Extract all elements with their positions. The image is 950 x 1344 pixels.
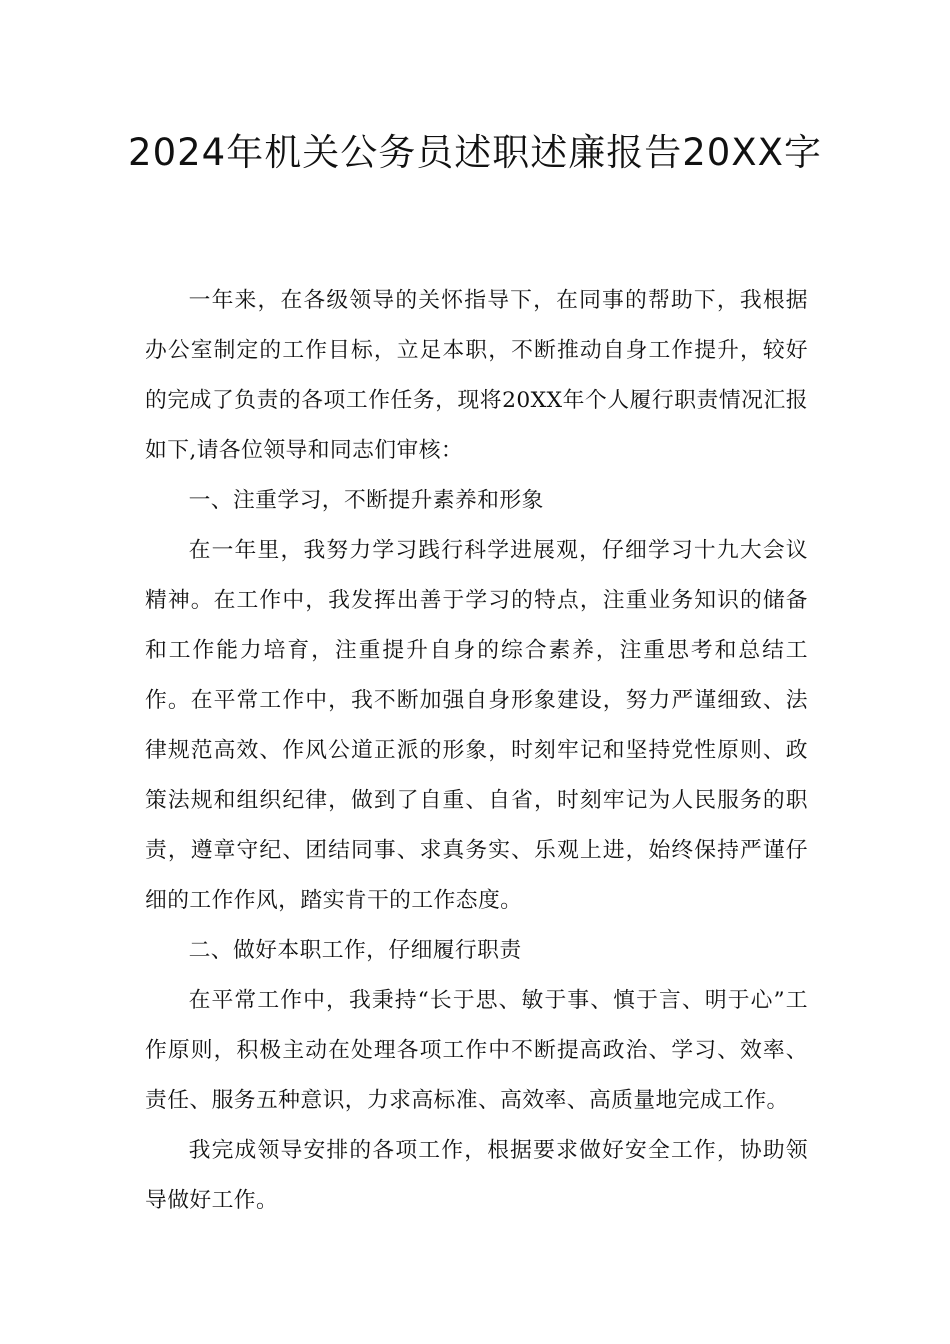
- section-heading-2: 二、做好本职工作，仔细履行职责: [188, 938, 522, 963]
- paragraph-tasks: 我完成领导安排的各项工作，根据要求做好安全工作，协助领导做好工作。: [145, 1138, 808, 1213]
- paragraph-work-principles: 在平常工作中，我秉持“长于思、敏于事、慎于言、明于心”工作原则，积极主动在处理各项工作中不断提高政治、学习、效率、责任、服务五种意识，力求高标准、高效率、高质量地完成工作。: [145, 988, 808, 1113]
- paragraph-study: 在一年里，我努力学习践行科学进展观，仔细学习十九大会议精神。在工作中，我发挥出善于学习的特点，注重业务知识的储备和工作能力培育，注重提升自身的综合素养，注重思考和总结工作。在平常工作中，我不断加强自身形象建设，努力严谨细致、法律规范高效、作风公道正派的形象，时刻牢记和坚持党性原则、政策法规和组织纪律，做到了自重、自省，时刻牢记为人民服务的职责，遵章守纪、团结同事、求真务实、乐观上进，始终保持严谨仔细的工作作风，踏实肯干的工作态度。: [145, 538, 808, 913]
- paragraph-intro: 一年来，在各级领导的关怀指导下，在同事的帮助下，我根据办公室制定的工作目标，立足本职，不断推动自身工作提升，较好的完成了负责的各项工作任务，现将20XX年个人履行职责情况汇报如下,请各位领导和同志们审核：: [145, 288, 808, 463]
- document-body: [145, 276, 808, 1226]
- section-heading-1: 一、注重学习，不断提升素养和形象: [188, 488, 544, 513]
- document-title: 2024年机关公务员述职述廉报告20XX字: [128, 131, 822, 174]
